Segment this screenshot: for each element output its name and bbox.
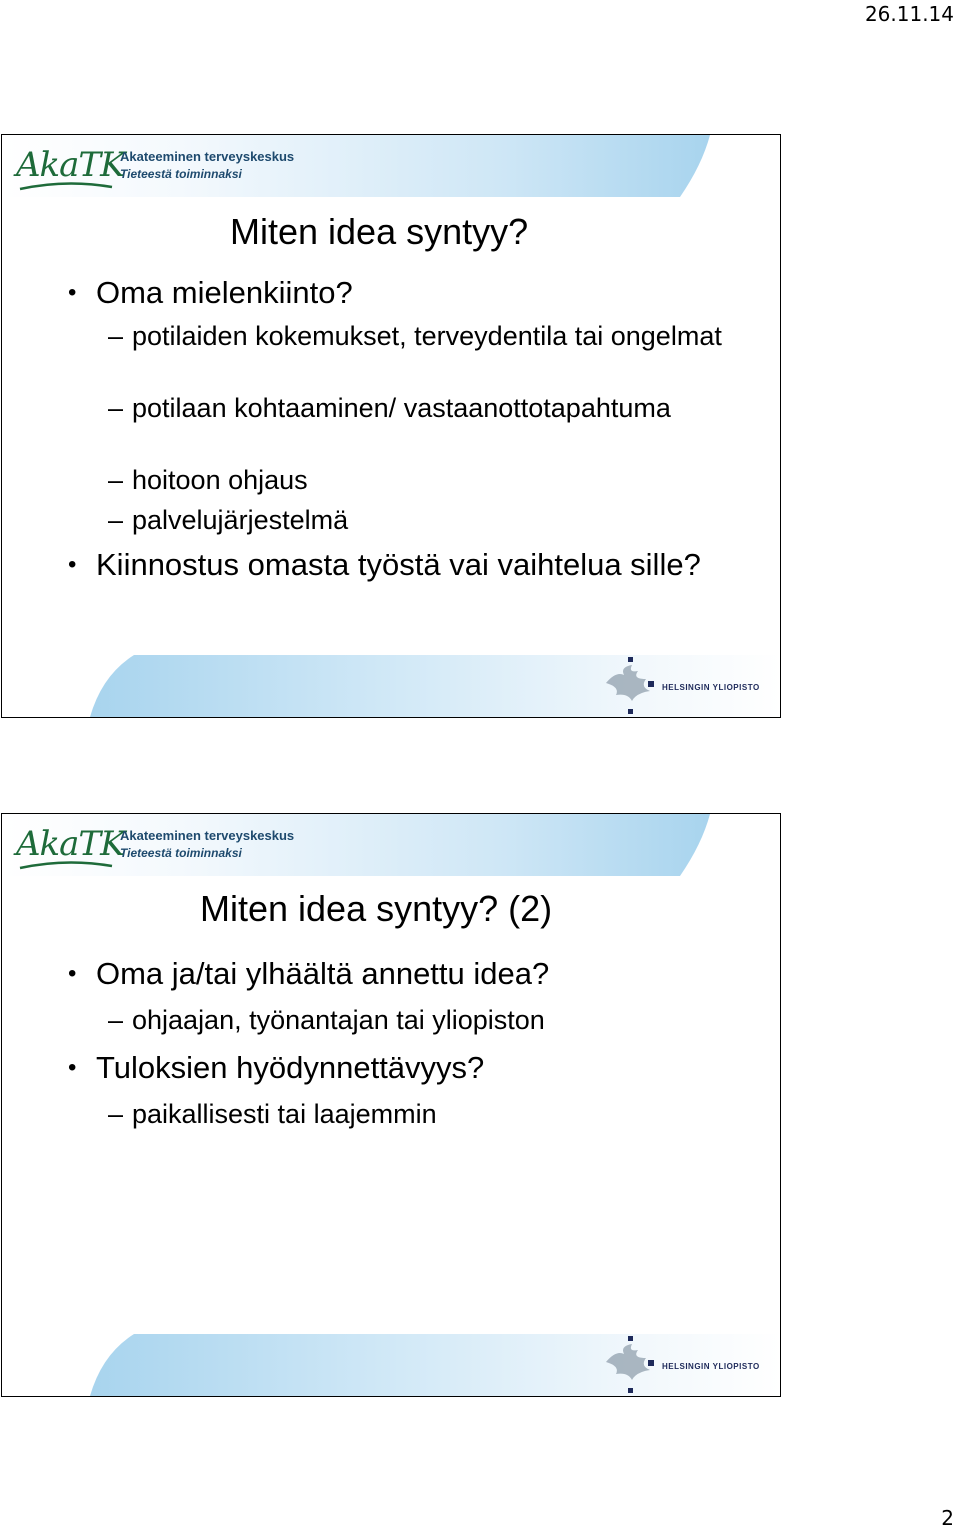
bullet-item: • Oma ja/tai ylhäältä annettu idea? <box>96 956 716 992</box>
bullet-item: • Kiinnostus omasta työstä vai vaihtelua sille? <box>96 547 716 583</box>
slide-2 <box>1 813 781 1397</box>
akatk-line2: Tieteestä toiminnaksi <box>120 167 242 181</box>
akatk-line2: Tieteestä toiminnaksi <box>120 846 242 860</box>
flame-icon <box>602 657 662 715</box>
akatk-mark: AkaTK <box>16 824 125 864</box>
page-date: 26.11.14 <box>864 2 954 26</box>
sub-bullet-item: – hoitoon ohjaus <box>132 464 732 497</box>
slide-title: Miten idea syntyy? <box>230 211 529 252</box>
university-name: HELSINGIN YLIOPISTO <box>662 1362 760 1371</box>
akatk-mark: AkaTK <box>16 145 125 185</box>
sub-bullet-item: – potilaiden kokemukset, terveydentila tai ongelmat <box>132 320 732 353</box>
sub-bullet-item: – ohjaajan, työnantajan tai yliopiston <box>132 1004 732 1037</box>
flame-icon <box>602 1336 662 1394</box>
akatk-line1: Akateeminen terveyskeskus <box>120 828 295 843</box>
university-name: HELSINGIN YLIOPISTO <box>662 683 760 692</box>
akatk-logo <box>16 824 316 868</box>
swoosh-icon <box>18 181 114 191</box>
akatk-logo <box>16 145 316 189</box>
akatk-line1: Akateeminen terveyskeskus <box>120 149 295 164</box>
university-logo <box>602 657 762 715</box>
sub-bullet-item: – paikallisesti tai laajemmin <box>132 1098 732 1131</box>
university-logo <box>602 1336 762 1394</box>
sub-bullet-item: – potilaan kohtaaminen/ vastaanottotapahtuma <box>132 392 732 425</box>
bullet-item: • Tuloksien hyödynnettävyys? <box>96 1050 716 1086</box>
slide-title: Miten idea syntyy? (2) <box>200 888 553 929</box>
page-number: 2 <box>941 1506 954 1530</box>
slide-1 <box>1 134 781 718</box>
bullet-item: • Oma mielenkiinto? <box>96 275 716 311</box>
sub-bullet-item: – palvelujärjestelmä <box>132 504 732 537</box>
swoosh-icon <box>18 860 114 870</box>
